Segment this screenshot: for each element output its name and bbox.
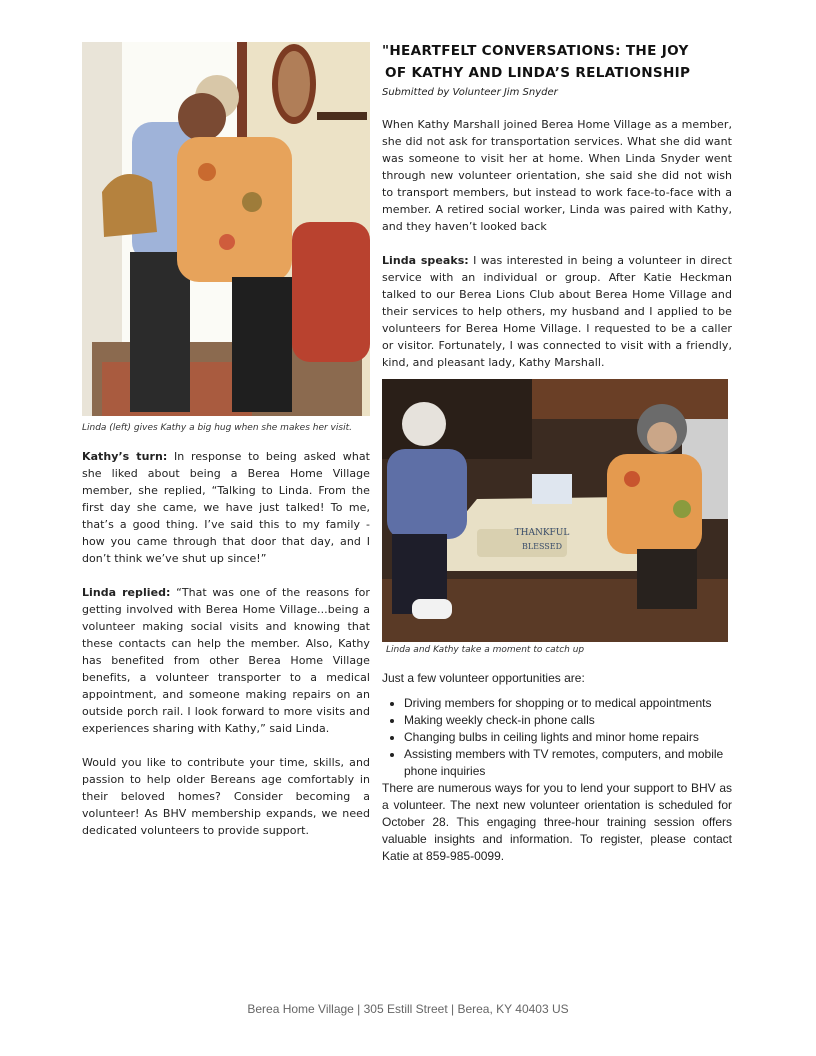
hug-photo bbox=[82, 42, 370, 416]
sign-blessed: BLESSED bbox=[521, 542, 563, 551]
photo-two-women-hugging-icon bbox=[82, 42, 370, 416]
hug-photo-caption: Linda (left) gives Kathy a big hug when she makes her visit. bbox=[82, 423, 352, 433]
list-item: • Driving members for shopping or to medical appointments bbox=[404, 695, 732, 712]
photo-two-women-at-table-icon bbox=[382, 379, 728, 642]
opportunities-intro: Just a few volunteer opportunities are: bbox=[382, 671, 585, 685]
orientation-paragraph: There are numerous ways for you to lend your support to BHV as a volunteer. The next new volunteer orientation is scheduled for October 28. This engaging three-hour training session offers valuable insights and information. To register, please contact Katie at 859-985-0099. bbox=[382, 781, 732, 863]
left-column bbox=[82, 42, 370, 839]
linda-speaks-label: Linda speaks: bbox=[382, 254, 469, 267]
opportunities-list bbox=[382, 695, 732, 780]
linda-replied-label: Linda replied: bbox=[82, 586, 171, 599]
kathy-turn-paragraph bbox=[82, 448, 370, 567]
sign-thankful: THANKFUL bbox=[514, 528, 570, 538]
kathy-turn-text: In response to being asked what she liked about being a Berea Home Village member, she replied, “Talking to Linda. From the first day she came, we have just talked! To me, that’s a good thing. I’ve said this to my family - how you came through that door that day, and I don’t think we’ve shut up since!” bbox=[82, 450, 370, 565]
linda-speaks-paragraph bbox=[382, 252, 732, 371]
list-item: • Assisting members with TV remotes, computers, and mobile phone inquiries bbox=[404, 746, 732, 780]
volunteer-appeal-paragraph: Would you like to contribute your time, skills, and passion to help older Bereans age comfortably in their beloved homes? Consider becoming a volunteer! As BHV membership expands, we need dedicated volunteers to provide support. bbox=[82, 756, 370, 837]
table-photo bbox=[382, 379, 728, 642]
kathy-turn-label: Kathy’s turn: bbox=[82, 450, 168, 463]
table-photo-caption: Linda and Kathy take a moment to catch up bbox=[386, 645, 585, 655]
linda-speaks-text: I was interested in being a volunteer in direct service with an individual or group. After Katie Heckman talked to our Berea Lions Club about Berea Home Village and their services to help others, my husband and I applied to be volunteers for Berea Home Village. I requested to be a caller or visitor. Fortunately, I was connected to visit with a friendly, kind, and pleasant lady, Kathy Marshall. bbox=[382, 254, 732, 369]
linda-replied-text: “That was one of the reasons for getting involved with Berea Home Village...being a volunteer making social visits and knowing that these contacts can help the member. Also, Kathy has benefited from other Berea Home Village benefits, a volunteer transporter to a medical appointment, and someone making repairs on an outside porch rail. I look forward to more visits and experiences sharing with Kathy,” said Linda. bbox=[82, 586, 370, 735]
intro-paragraph: When Kathy Marshall joined Berea Home Village as a member, she did not ask for transportation services. What she did want was someone to visit her at home. When Linda Snyder went through new volunteer orientation, she said she did not wish to transport members, but instead to work face-to-face with a member. A retired social worker, Linda was paired with Kathy, and they haven’t looked back bbox=[382, 118, 732, 233]
list-item: • Making weekly check-in phone calls bbox=[404, 712, 732, 729]
title-line-1: "HEARTFELT CONVERSATIONS: THE JOY bbox=[382, 43, 689, 59]
linda-replied-paragraph bbox=[82, 584, 370, 737]
title-line-2: OF KATHY AND LINDA’S RELATIONSHIP bbox=[385, 65, 691, 81]
page-footer: Berea Home Village | 305 Estill Street | Berea, KY 40403 US bbox=[247, 1002, 569, 1016]
list-item: • Changing bulbs in ceiling lights and minor home repairs bbox=[404, 729, 732, 746]
article-title bbox=[382, 40, 732, 84]
byline: Submitted by Volunteer Jim Snyder bbox=[382, 87, 558, 98]
right-column bbox=[382, 40, 732, 865]
